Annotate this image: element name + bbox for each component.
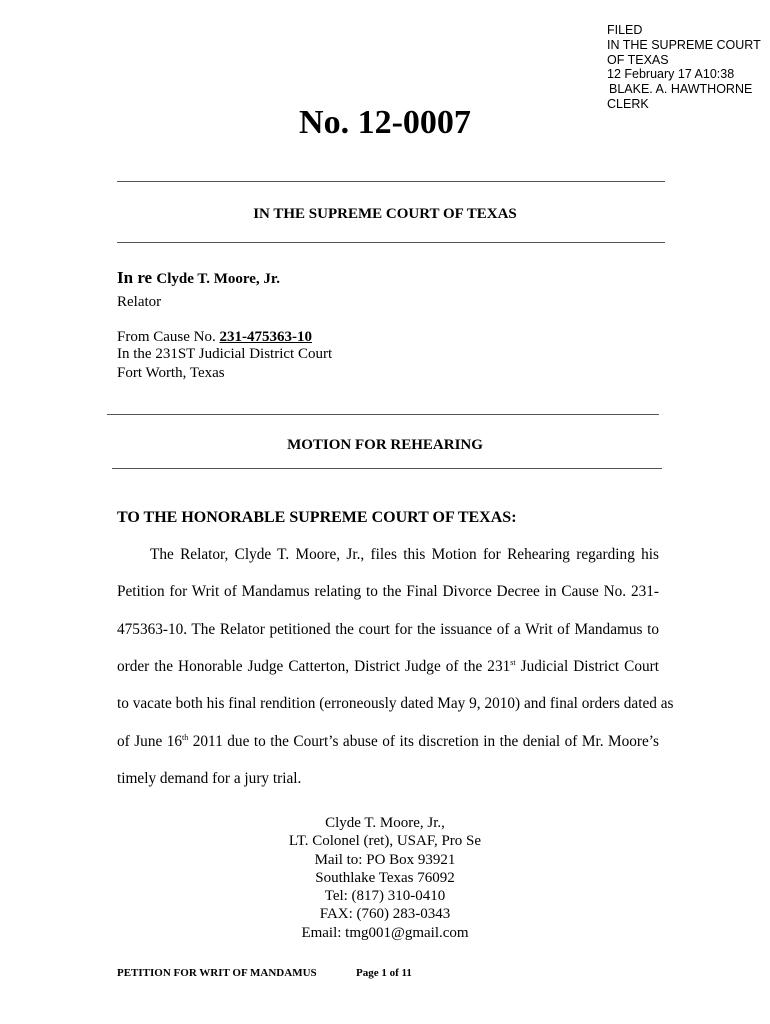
stamp-line: FILED: [607, 23, 643, 37]
salutation: TO THE HONORABLE SUPREME COURT OF TEXAS:: [117, 509, 517, 526]
signature-line: Southlake Texas 76092: [315, 869, 455, 886]
signature-line: LT. Colonel (ret), USAF, Pro Se: [288, 833, 482, 850]
cause-number: 231-475363-10: [219, 329, 312, 345]
stamp-line: BLAKE. A. HAWTHORNE: [609, 82, 753, 97]
cause-line: [117, 329, 312, 346]
body-line: [117, 733, 659, 751]
ordinal-suffix: st: [510, 657, 516, 667]
cause-prefix: From Cause No.: [117, 329, 220, 345]
court-heading: IN THE SUPREME COURT OF TEXAS: [253, 206, 517, 222]
body-line: timely demand for a jury trial.: [117, 770, 302, 787]
body-line: to vacate both his final rendition (erroneously dated May 9, 2010) and final orders dated as: [117, 695, 674, 712]
body-text: of June 16: [117, 733, 183, 750]
body-text: 2011 due to the Court’s abuse of its discretion in the denial of Mr. Moore’s: [188, 733, 659, 750]
divider: [107, 414, 659, 415]
body-line: [117, 658, 659, 676]
cause-court: In the 231ST Judicial District Court: [117, 346, 333, 362]
in-re-label: In re: [117, 268, 153, 287]
divider: [117, 242, 665, 243]
stamp-line: 12 February 17 A10:38: [607, 67, 735, 82]
ordinal-suffix: th: [182, 732, 189, 742]
divider: [117, 181, 665, 182]
body-line: Petition for Writ of Mandamus relating to the Final Divorce Decree in Cause No. 231-: [117, 583, 659, 600]
divider: [112, 468, 662, 469]
motion-title: MOTION FOR REHEARING: [287, 437, 483, 453]
filing-stamp: [607, 23, 761, 112]
signature-block: [250, 814, 520, 942]
page-number: Page 1 of 11: [356, 967, 412, 979]
stamp-line: OF TEXAS: [607, 52, 669, 67]
case-number: No. 12-0007: [299, 104, 471, 141]
signature-line: Clyde T. Moore, Jr.,: [325, 815, 445, 831]
signature-line: Tel: (817) 310-0410: [324, 888, 446, 905]
party-name: Clyde T. Moore, Jr.: [156, 271, 280, 287]
party-heading: [117, 268, 280, 288]
cause-location: Fort Worth, Texas: [117, 365, 225, 381]
body-line: 475363-10. The Relator petitioned the court for the issuance of a Writ of Mandamus to: [117, 621, 659, 638]
footer-title: PETITION FOR WRIT OF MANDAMUS: [117, 967, 317, 979]
signature-line: FAX: (760) 283-0343: [319, 906, 451, 923]
body-line: The Relator, Clyde T. Moore, Jr., files this Motion for Rehearing regarding his: [150, 546, 659, 563]
party-role: Relator: [117, 294, 162, 310]
signature-line: Email: tmg001@gmail.com: [301, 924, 469, 941]
body-text: Judicial District Court: [515, 658, 660, 675]
body-text: order the Honorable Judge Catterton, District Judge of the 231: [117, 658, 511, 675]
stamp-line: IN THE SUPREME COURT: [607, 37, 761, 52]
stamp-line: CLERK: [607, 96, 649, 111]
signature-line: Mail to: PO Box 93921: [314, 851, 456, 868]
